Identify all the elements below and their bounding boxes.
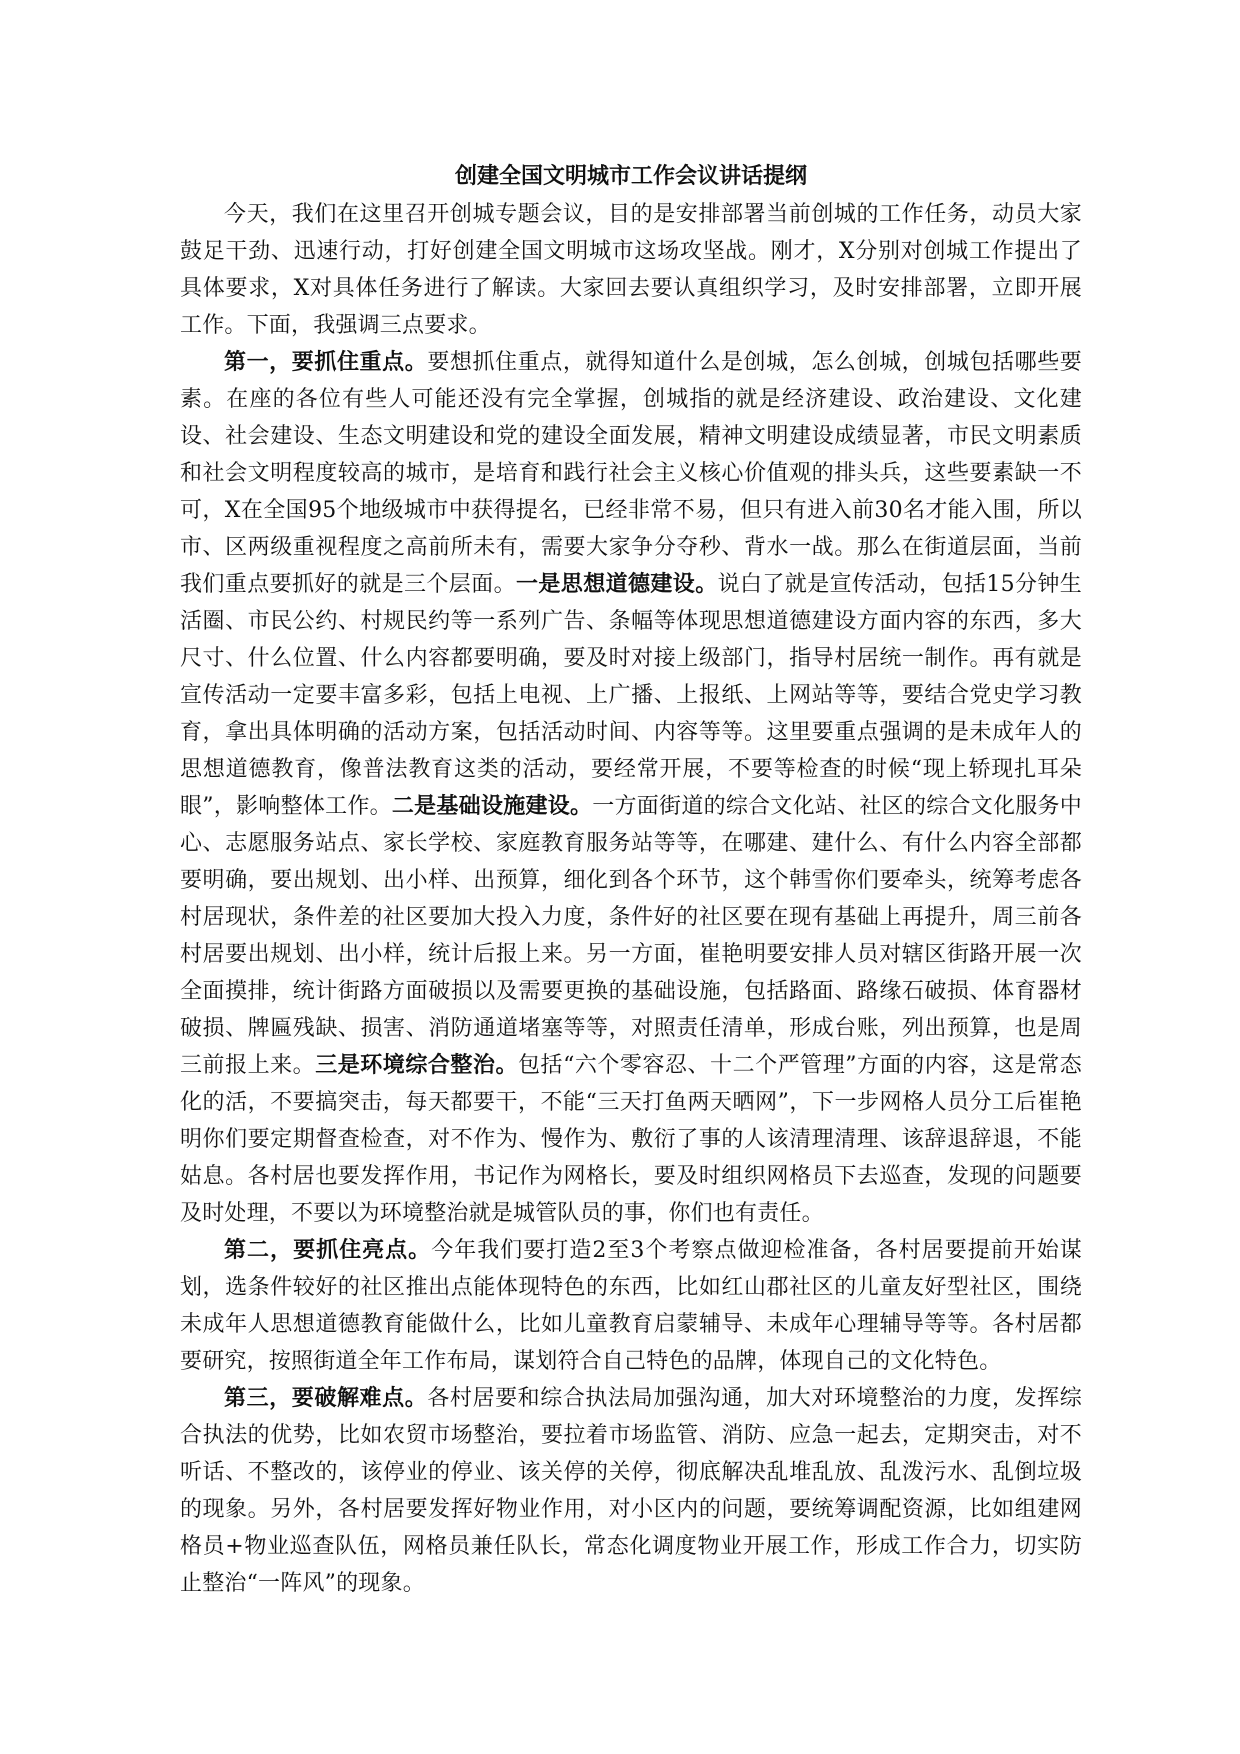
point-1-heading: 一是思想道德建设。	[516, 571, 718, 597]
section-1-paragraph	[180, 344, 1082, 1232]
section-2-text: 今年我们要打造2至3个考察点做迎检准备，各村居要提前开始谋划，选条件较好的社区推出点能体现特色的东西，比如红山郡社区的儿童友好型社区，围绕未成年人思想道德教育能做什么，比如儿童教育启蒙辅导、未成年心理辅导等等。各村居都要研究，按照街道全年工作布局，谋划符合自己特色的品牌，体现自己的文化特色。	[180, 1238, 1082, 1374]
intro-text: 今天，我们在这里召开创城专题会议，目的是安排部署当前创城的工作任务，动员大家鼓足干劲、迅速行动，打好创建全国文明城市这场攻坚战。刚才，X分别对创城工作提出了具体要求，X对具体任务进行了解读。大家回去要认真组织学习，及时安排部署，立即开展工作。下面，我强调三点要求。	[180, 202, 1082, 338]
section-3-paragraph	[180, 1380, 1082, 1602]
section-3-heading: 第三，要破解难点。	[224, 1385, 428, 1411]
section-2-heading: 第二，要抓住亮点。	[224, 1237, 432, 1263]
point-1-text: 说白了就是宣传活动，包括15分钟生活圈、市民公约、村规民约等一系列广告、条幅等体现思想道德建设方面内容的东西，多大尺寸、什么位置、什么内容都要明确，要及时对接上级部门，指导村居统一制作。再有就是宣传活动一定要丰富多彩，包括上电视、上广播、上报纸、上网站等等，要结合党史学习教育，拿出具体明确的活动方案，包括活动时间、内容等等。这里要重点强调的是未成年人的思想道德教育，像普法教育这类的活动，要经常开展，不要等检查的时候“现上轿现扎耳朵眼”，影响整体工作。	[180, 572, 1082, 819]
section-2-paragraph	[180, 1232, 1082, 1380]
section-1-heading: 第一，要抓住重点。	[224, 349, 428, 375]
point-2-text: 一方面街道的综合文化站、社区的综合文化服务中心、志愿服务站点、家长学校、家庭教育服务站等等，在哪建、建什么、有什么内容全部都要明确，要出规划、出小样、出预算，细化到各个环节，这个韩雪你们要牵头，统筹考虑各村居现状，条件差的社区要加大投入力度，条件好的社区要在现有基础上再提升，周三前各村居要出规划、出小样，统计后报上来。另一方面，崔艳明要安排人员对辖区街路开展一次全面摸排，统计街路方面破损以及需要更换的基础设施，包括路面、路缘石破损、体育器材破损、牌匾残缺、损害、消防通道堵塞等等，对照责任清单，形成台账，列出预算，也是周三前报上来。	[180, 794, 1082, 1078]
section-3-text: 各村居要和综合执法局加强沟通，加大对环境整治的力度，发挥综合执法的优势，比如农贸市场整治，要拉着市场监管、消防、应急一起去，定期突击，对不听话、不整改的，该停业的停业、该关停的关停，彻底解决乱堆乱放、乱泼污水、乱倒垃圾的现象。另外，各村居要发挥好物业作用，对小区内的问题，要统筹调配资源，比如组建网格员+物业巡查队伍，网格员兼任队长，常态化调度物业开展工作，形成工作合力，切实防止整治“一阵风”的现象。	[180, 1386, 1082, 1596]
point-3-heading: 三是环境综合整治。	[315, 1052, 518, 1078]
section-1-text: 要想抓住重点，就得知道什么是创城，怎么创城，创城包括哪些要素。在座的各位有些人可能还没有完全掌握，创城指的就是经济建设、政治建设、文化建设、社会建设、生态文明建设和党的建设全面发展，精神文明建设成绩显著，市民文明素质和社会文明程度较高的城市，是培育和践行社会主义核心价值观的排头兵，这些要素缺一不可，X在全国95个地级城市中获得提名，已经非常不易，但只有进入前30名才能入围，所以市、区两级重视程度之高前所未有，需要大家争分夺秒、背水一战。那么在街道层面，当前我们重点要抓好的就是三个层面。	[180, 350, 1082, 597]
document-page	[180, 160, 1082, 1602]
intro-paragraph	[180, 196, 1082, 344]
point-3-text: 包括“六个零容忍、十二个严管理”方面的内容，这是常态化的活，不要搞突击，每天都要干，不能“三天打鱼两天晒网”，下一步网格人员分工后崔艳明你们要定期督查检查，对不作为、慢作为、敷衍了事的人该清理清理、该辞退辞退，不能姑息。各村居也要发挥作用，书记作为网格长，要及时组织网格员下去巡查，发现的问题要及时处理，不要以为环境整治就是城管队员的事，你们也有责任。	[180, 1053, 1082, 1226]
point-2-heading: 二是基础设施建设。	[391, 793, 593, 819]
document-title: 创建全国文明城市工作会议讲话提纲	[454, 163, 807, 189]
